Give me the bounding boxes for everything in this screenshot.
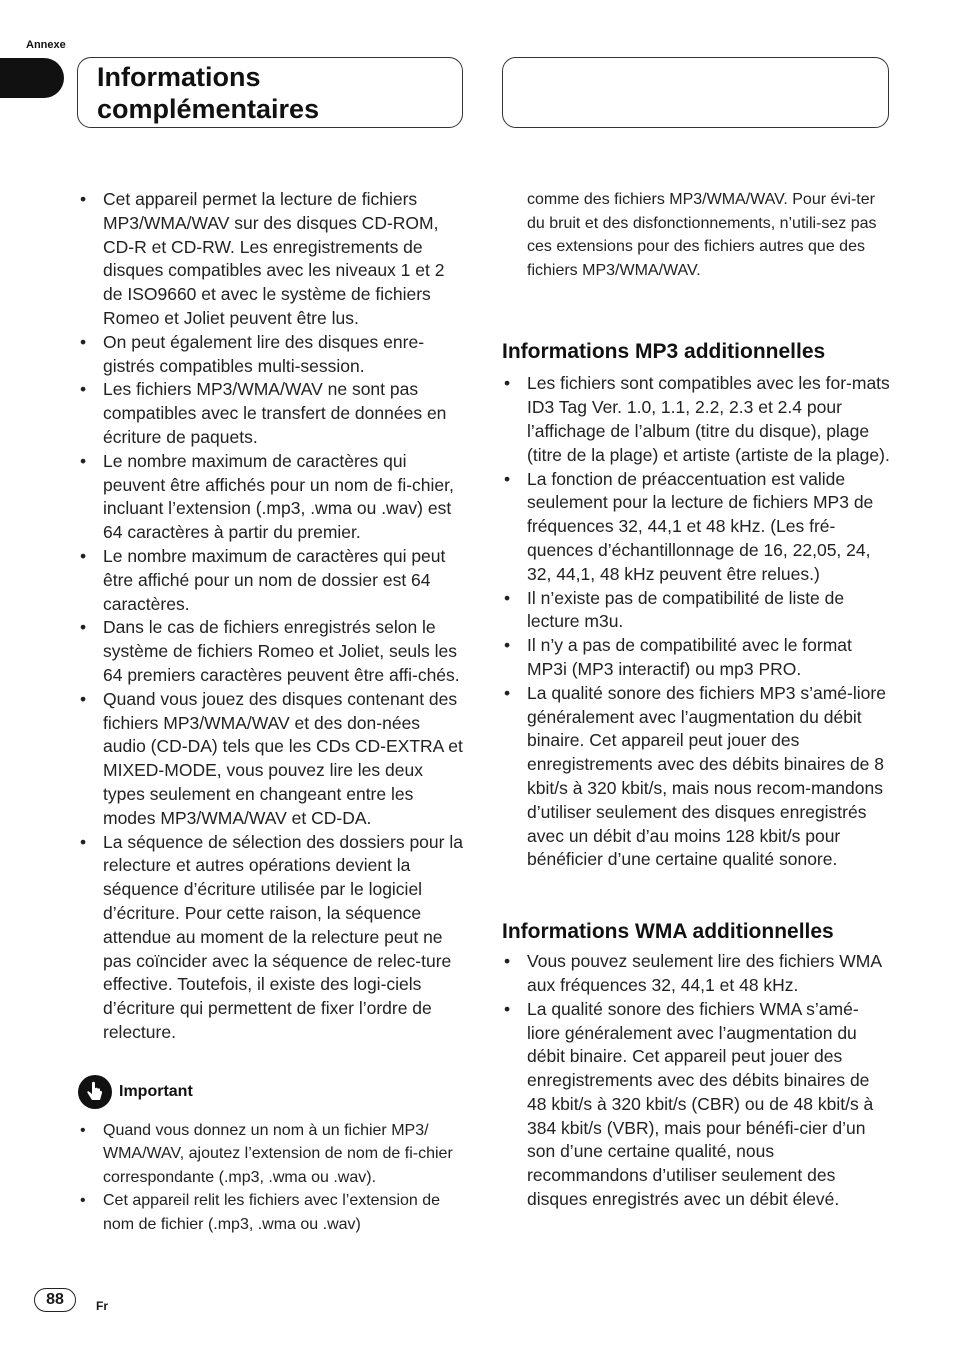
page-number: 88: [34, 1288, 76, 1312]
right-column: [502, 188, 890, 1212]
list-item: • Quand vous jouez des disques contenant des fichiers MP3/WMA/WAV et des don-nées audio (CD-DA) tels que les CDs CD-EXTRA et MIXED-MODE, vous pouvez lire les deux types seulement en changeant entre les modes MP3/WMA/WAV et CD-DA.: [78, 688, 466, 831]
list-item: • La qualité sonore des fichiers WMA s’amé-liore généralement avec l’augmentation du débit binaire. Cet appareil peut jouer des enregistrements avec des débits binaires de 48 kbit/s à 320 kbit/s (CBR) ou de 48 kbit/s à 384 kbit/s (VBR), mais pour bénéfi-cier d’un son d’une certaine qualité, nous recommandons d’utiliser seulement des disques enregistrés avec un débit élevé.: [502, 998, 890, 1212]
list-item: • Cet appareil permet la lecture de fichiers MP3/WMA/WAV sur des disques CD-ROM, CD-R et CD-RW. Les enregistrements de disques compatibles avec les niveaux 1 et 2 de ISO9660 et avec le système de fichiers Romeo et Joliet peuvent être lus.: [78, 188, 466, 331]
list-item: • Il n’existe pas de compatibilité de liste de lecture m3u.: [502, 587, 890, 635]
left-column: [78, 188, 466, 1237]
section-tab: [0, 58, 64, 98]
title-line-2: complémentaires: [97, 94, 320, 124]
list-item: • Les fichiers sont compatibles avec les for-mats ID3 Tag Ver. 1.0, 1.1, 2.2, 2.3 et 2.4 pour l’affichage de l’album (titre du disque), plage (titre de la plage) et artiste (artiste de la plage).: [502, 372, 890, 467]
list-item: • Cet appareil relit les fichiers avec l’extension de nom de fichier (.mp3, .wma ou .wav): [78, 1189, 466, 1236]
continuation-text: comme des fichiers MP3/WMA/WAV. Pour évi-ter du bruit et des disfonctionnements, n’utili-sez pas ces extensions pour des fichiers autres que des fichiers MP3/WMA/WAV.: [527, 191, 877, 279]
list-item: • Le nombre maximum de caractères qui peuvent être affichés pour un nom de fi-chier, incluant l’extension (.mp3, .wma ou .wav) est 64 caractères à partir du premier.: [78, 450, 466, 545]
title-box: [77, 57, 463, 128]
language-code: Fr: [96, 1299, 108, 1313]
wma-bullet-list: [502, 950, 890, 1212]
empty-header-box: [502, 57, 889, 128]
mp3-section-heading: Informations MP3 additionnelles: [502, 340, 826, 364]
page-title: [97, 61, 319, 125]
important-header: [78, 1075, 466, 1109]
wma-section-heading: Informations WMA additionnelles: [502, 920, 834, 944]
list-item: • Quand vous donnez un nom à un fichier MP3/ WMA/WAV, ajoutez l’extension de nom de fi-chier correspondante (.mp3, .wma ou .wav).: [78, 1119, 466, 1190]
hand-pointer-icon: [78, 1075, 112, 1109]
list-item: • Vous pouvez seulement lire des fichiers WMA aux fréquences 32, 44,1 et 48 kHz.: [502, 950, 890, 998]
list-item: • La qualité sonore des fichiers MP3 s’amé-liore généralement avec l’augmentation du débit binaire. Cet appareil peut jouer des enregistrements avec des débits binaires de 8 kbit/s à 320 kbit/s, mais nous recom-mandons d’utiliser seulement des disques enregistrés avec un débit d’au moins 128 kbit/s pour bénéficier d’une certaine qualité sonore.: [502, 682, 890, 872]
list-item: • Il n’y a pas de compatibilité avec le format MP3i (MP3 interactif) ou mp3 PRO.: [502, 634, 890, 682]
list-item: • Les fichiers MP3/WMA/WAV ne sont pas compatibles avec le transfert de données en écriture de paquets.: [78, 378, 466, 449]
title-line-1: Informations: [97, 62, 261, 92]
list-item: • Le nombre maximum de caractères qui peut être affiché pour un nom de dossier est 64 caractères.: [78, 545, 466, 616]
list-item: • On peut également lire des disques enre-gistrés compatibles multi-session.: [78, 331, 466, 379]
important-bullet-list: [78, 1119, 466, 1237]
left-bullet-list: [78, 188, 466, 1045]
list-item: • La fonction de préaccentuation est valide seulement pour la lecture de fichiers MP3 de fréquences 32, 44,1 et 48 kHz. (Les fré-quences d’échantillonnage de 16, 22,05, 24, 32, 44,1, 48 kHz peuvent être relues.): [502, 468, 890, 587]
mp3-bullet-list: [502, 372, 890, 872]
list-item: • Dans le cas de fichiers enregistrés selon le système de fichiers Romeo et Joliet, seuls les 64 premiers caractères peuvent être affi-chés.: [78, 616, 466, 687]
important-label: Important: [119, 1082, 193, 1100]
list-item: • La séquence de sélection des dossiers pour la relecture et autres opérations devient la séquence d’écriture utilisée par le logiciel d’écriture. Pour cette raison, la séquence attendue au moment de la relecture peut ne pas coïncider avec la séquence de relec-ture effective. Toutefois, il existe des logi-ciels d’écriture qui permettent de fixer l’ordre de relecture.: [78, 831, 466, 1045]
section-label: Annexe: [26, 39, 66, 51]
